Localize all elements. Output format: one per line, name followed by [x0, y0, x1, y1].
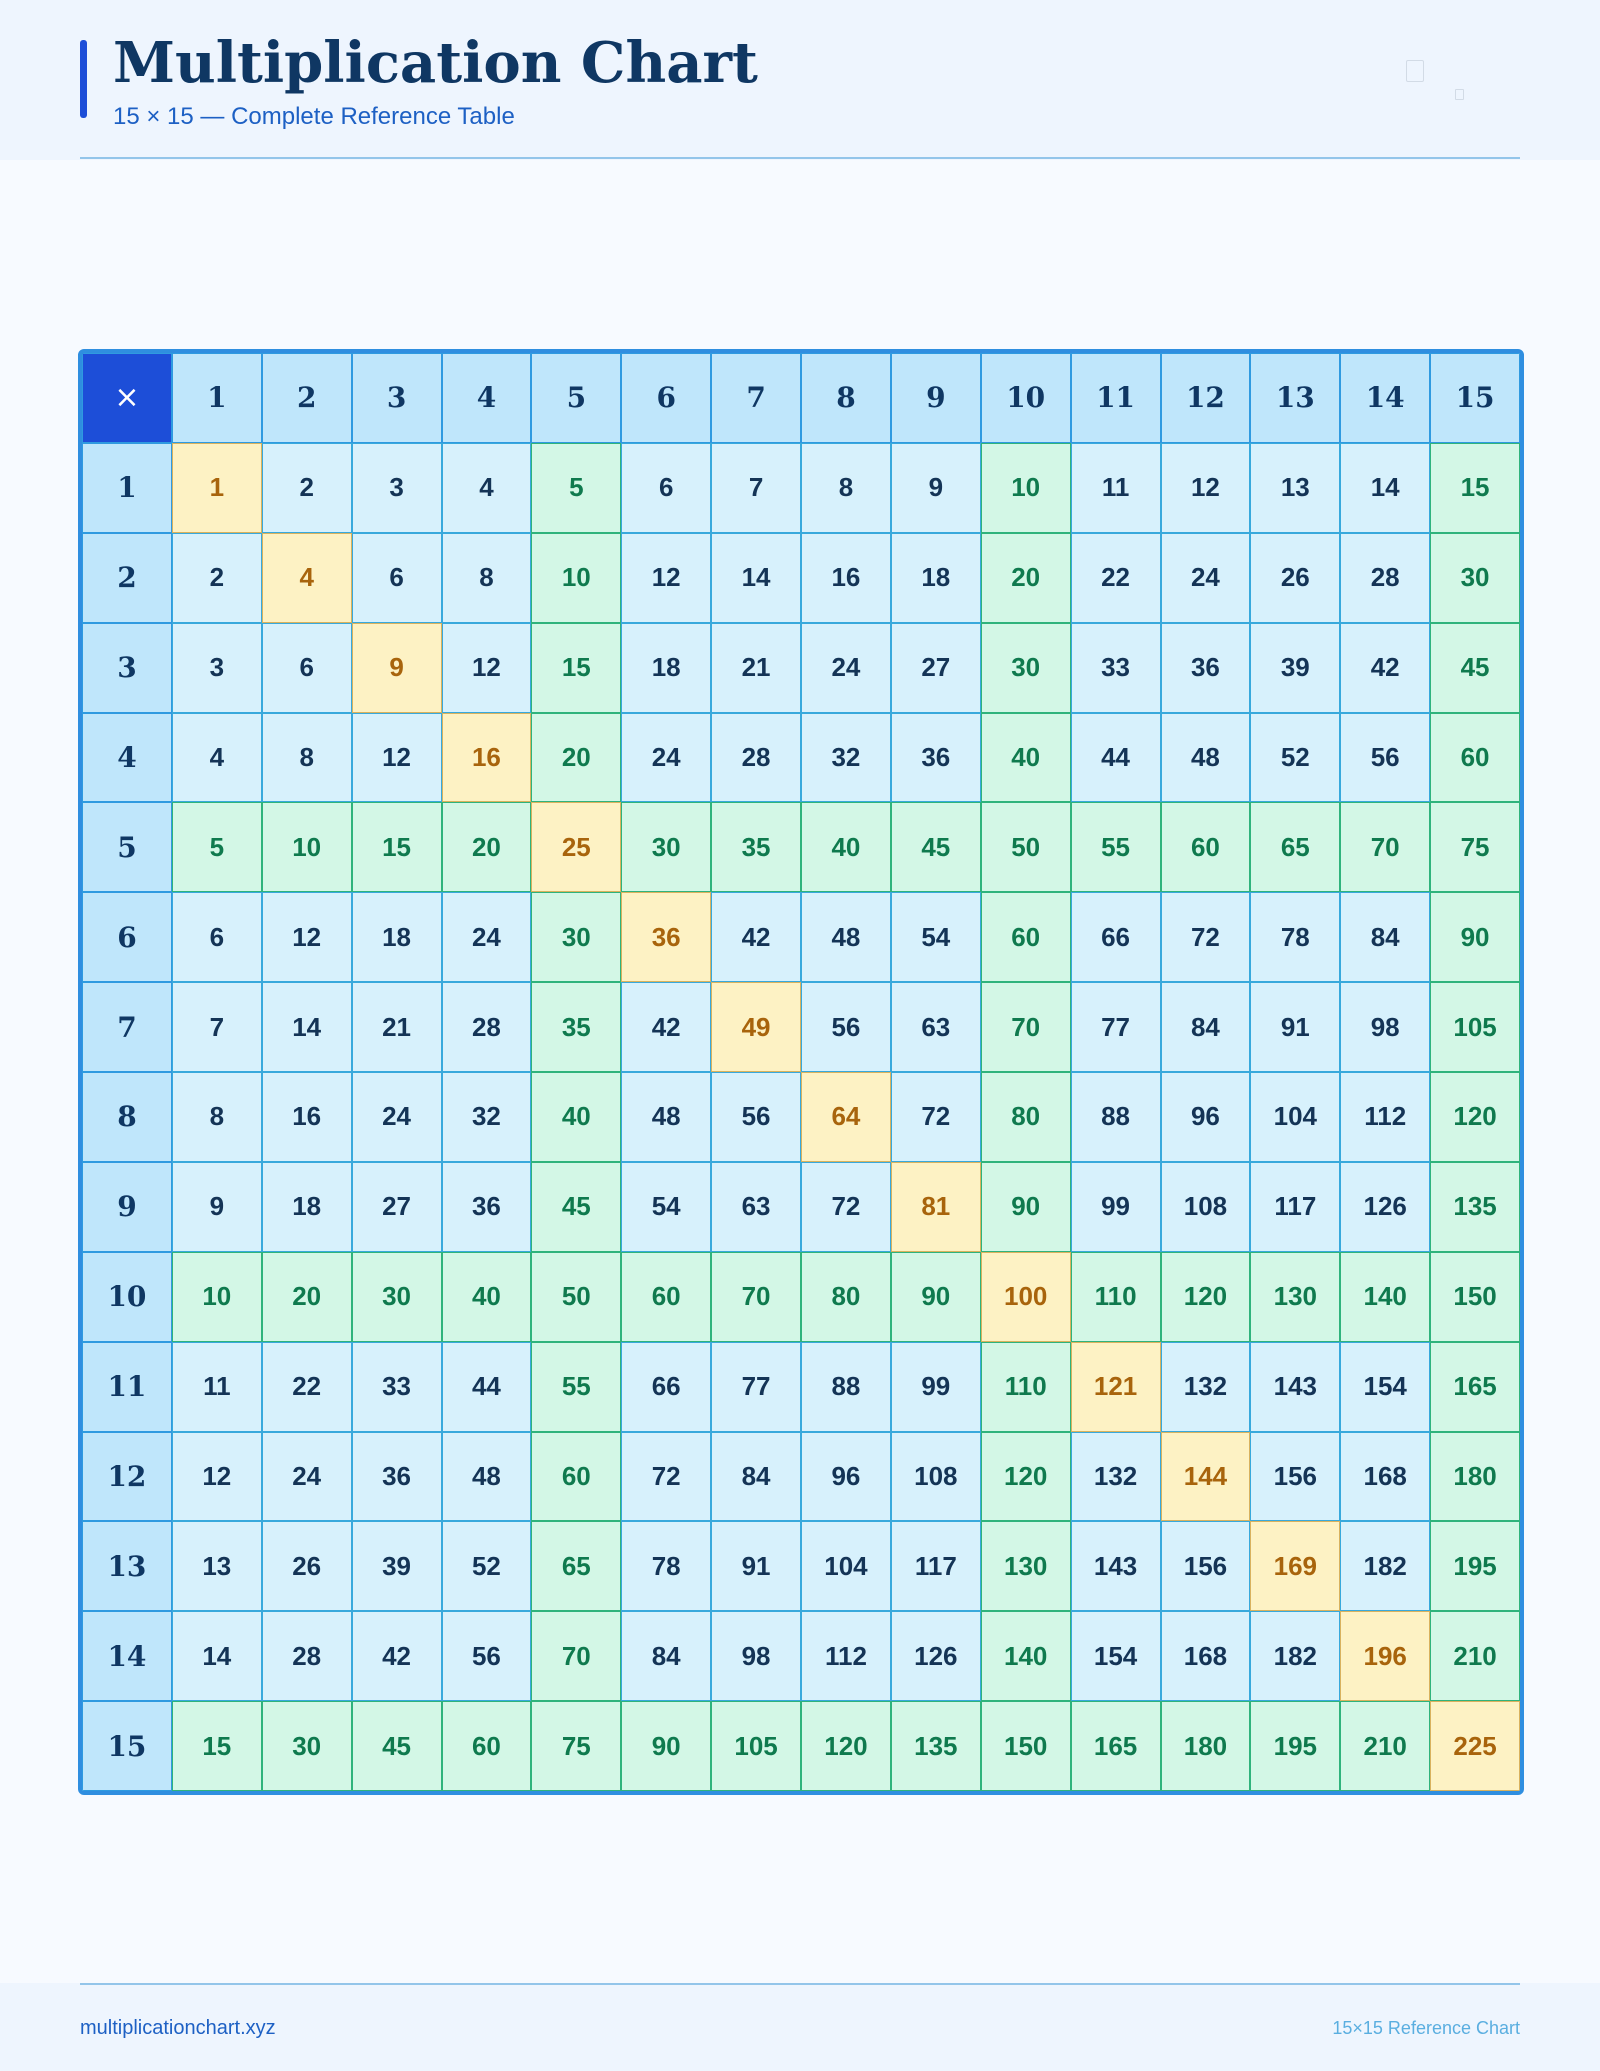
row-header: 7	[82, 982, 172, 1072]
page-subtitle: 15 × 15 — Complete Reference Table	[113, 103, 515, 130]
table-cell: 24	[801, 623, 891, 713]
table-cell: 11	[172, 1342, 262, 1432]
multiple-of-five-cell: 50	[981, 802, 1071, 892]
table-cell: 13	[172, 1521, 262, 1611]
multiple-of-five-cell: 45	[891, 802, 981, 892]
row-header: 8	[82, 1072, 172, 1162]
multiple-of-five-cell: 70	[981, 982, 1071, 1072]
multiple-of-five-cell: 5	[172, 802, 262, 892]
row-header: 10	[82, 1252, 172, 1342]
table-cell: 99	[1071, 1162, 1161, 1252]
table-cell: 21	[711, 623, 801, 713]
table-cell: 56	[801, 982, 891, 1072]
table-cell: 18	[891, 533, 981, 623]
multiple-of-five-cell: 70	[711, 1252, 801, 1342]
page-title: Multiplication Chart	[113, 30, 758, 96]
table-cell: 156	[1161, 1521, 1251, 1611]
table-cell: 96	[1161, 1072, 1251, 1162]
square-number-cell: 121	[1071, 1342, 1161, 1432]
multiple-of-five-cell: 140	[1340, 1252, 1430, 1342]
square-number-cell: 196	[1340, 1611, 1430, 1701]
multiple-of-five-cell: 110	[1071, 1252, 1161, 1342]
table-cell: 154	[1340, 1342, 1430, 1432]
table-cell: 28	[1340, 533, 1430, 623]
table-cell: 33	[352, 1342, 442, 1432]
table-cell: 4	[172, 713, 262, 803]
multiple-of-five-cell: 40	[442, 1252, 532, 1342]
table-cell: 39	[352, 1521, 442, 1611]
table-cell: 132	[1161, 1342, 1251, 1432]
table-cell: 154	[1071, 1611, 1161, 1701]
table-cell: 143	[1071, 1521, 1161, 1611]
table-cell: 52	[1250, 713, 1340, 803]
table-cell: 32	[442, 1072, 532, 1162]
table-cell: 22	[262, 1342, 352, 1432]
multiple-of-five-cell: 90	[1430, 892, 1520, 982]
column-header: 10	[981, 353, 1071, 443]
multiple-of-five-cell: 150	[1430, 1252, 1520, 1342]
column-header: 13	[1250, 353, 1340, 443]
header-divider	[80, 157, 1520, 159]
multiple-of-five-cell: 45	[531, 1162, 621, 1252]
table-cell: 84	[711, 1432, 801, 1522]
table-cell: 27	[352, 1162, 442, 1252]
multiple-of-five-cell: 30	[262, 1701, 352, 1791]
footer-divider	[80, 1983, 1520, 1985]
table-cell: 36	[1161, 623, 1251, 713]
title-accent-bar	[80, 40, 87, 118]
multiple-of-five-cell: 120	[981, 1432, 1071, 1522]
table-cell: 7	[172, 982, 262, 1072]
table-cell: 78	[1250, 892, 1340, 982]
multiple-of-five-cell: 120	[801, 1701, 891, 1791]
multiple-of-five-cell: 20	[442, 802, 532, 892]
table-cell: 112	[1340, 1072, 1430, 1162]
table-cell: 117	[891, 1521, 981, 1611]
table-cell: 84	[1161, 982, 1251, 1072]
multiple-of-five-cell: 15	[352, 802, 442, 892]
multiple-of-five-cell: 180	[1161, 1701, 1251, 1791]
multiple-of-five-cell: 10	[531, 533, 621, 623]
row-header: 15	[82, 1701, 172, 1791]
table-cell: 27	[891, 623, 981, 713]
multiple-of-five-cell: 210	[1430, 1611, 1520, 1701]
table-cell: 24	[352, 1072, 442, 1162]
table-cell: 26	[262, 1521, 352, 1611]
table-cell: 72	[891, 1072, 981, 1162]
multiple-of-five-cell: 150	[981, 1701, 1071, 1791]
row-header: 5	[82, 802, 172, 892]
table-cell: 77	[711, 1342, 801, 1432]
square-number-cell: 100	[981, 1252, 1071, 1342]
multiple-of-five-cell: 90	[891, 1252, 981, 1342]
table-cell: 54	[891, 892, 981, 982]
table-cell: 22	[1071, 533, 1161, 623]
multiple-of-five-cell: 130	[1250, 1252, 1340, 1342]
table-cell: 66	[1071, 892, 1161, 982]
row-header: 14	[82, 1611, 172, 1701]
multiple-of-five-cell: 75	[1430, 802, 1520, 892]
row-header: 2	[82, 533, 172, 623]
table-cell: 24	[1161, 533, 1251, 623]
footer-label: 15×15 Reference Chart	[1332, 2018, 1520, 2038]
multiple-of-five-cell: 30	[621, 802, 711, 892]
row-header: 1	[82, 443, 172, 533]
multiple-of-five-cell: 140	[981, 1611, 1071, 1701]
multiple-of-five-cell: 30	[531, 892, 621, 982]
table-cell: 3	[172, 623, 262, 713]
row-header: 11	[82, 1342, 172, 1432]
multiple-of-five-cell: 60	[1161, 802, 1251, 892]
multiple-of-five-cell: 55	[531, 1342, 621, 1432]
table-cell: 6	[621, 443, 711, 533]
multiple-of-five-cell: 10	[172, 1252, 262, 1342]
square-number-cell: 4	[262, 533, 352, 623]
square-number-cell: 16	[442, 713, 532, 803]
table-cell: 72	[801, 1162, 891, 1252]
multiple-of-five-cell: 165	[1071, 1701, 1161, 1791]
multiple-of-five-cell: 60	[621, 1252, 711, 1342]
multiple-of-five-cell: 15	[172, 1701, 262, 1791]
table-cell: 63	[891, 982, 981, 1072]
column-header: 5	[531, 353, 621, 443]
row-header: 6	[82, 892, 172, 982]
table-cell: 143	[1250, 1342, 1340, 1432]
multiple-of-five-cell: 105	[1430, 982, 1520, 1072]
square-number-cell: 25	[531, 802, 621, 892]
table-cell: 36	[442, 1162, 532, 1252]
multiple-of-five-cell: 70	[531, 1611, 621, 1701]
table-cell: 11	[1071, 443, 1161, 533]
multiple-of-five-cell: 70	[1340, 802, 1430, 892]
multiple-of-five-cell: 120	[1430, 1072, 1520, 1162]
multiple-of-five-cell: 80	[801, 1252, 891, 1342]
table-cell: 16	[262, 1072, 352, 1162]
table-cell: 6	[172, 892, 262, 982]
multiple-of-five-cell: 30	[981, 623, 1071, 713]
table-cell: 42	[711, 892, 801, 982]
table-cell: 84	[621, 1611, 711, 1701]
column-header: 11	[1071, 353, 1161, 443]
table-cell: 9	[891, 443, 981, 533]
square-number-cell: 36	[621, 892, 711, 982]
table-cell: 99	[891, 1342, 981, 1432]
multiple-of-five-cell: 120	[1161, 1252, 1251, 1342]
table-cell: 91	[1250, 982, 1340, 1072]
table-cell: 78	[621, 1521, 711, 1611]
table-cell: 24	[442, 892, 532, 982]
corner-times-cell: ×	[82, 353, 172, 443]
table-cell: 12	[172, 1432, 262, 1522]
multiple-of-five-cell: 40	[981, 713, 1071, 803]
square-number-cell: 9	[352, 623, 442, 713]
row-header: 13	[82, 1521, 172, 1611]
square-number-cell: 1	[172, 443, 262, 533]
column-header: 9	[891, 353, 981, 443]
table-cell: 98	[1340, 982, 1430, 1072]
table-cell: 72	[1161, 892, 1251, 982]
multiple-of-five-cell: 130	[981, 1521, 1071, 1611]
table-cell: 7	[711, 443, 801, 533]
multiple-of-five-cell: 165	[1430, 1342, 1520, 1432]
table-cell: 6	[262, 623, 352, 713]
column-header: 6	[621, 353, 711, 443]
table-cell: 18	[352, 892, 442, 982]
multiple-of-five-cell: 180	[1430, 1432, 1520, 1522]
column-header: 2	[262, 353, 352, 443]
table-cell: 63	[711, 1162, 801, 1252]
square-number-cell: 64	[801, 1072, 891, 1162]
multiple-of-five-cell: 80	[981, 1072, 1071, 1162]
row-header: 12	[82, 1432, 172, 1522]
multiple-of-five-cell: 40	[801, 802, 891, 892]
table-cell: 88	[801, 1342, 891, 1432]
table-cell: 126	[1340, 1162, 1430, 1252]
table-cell: 56	[1340, 713, 1430, 803]
table-cell: 168	[1340, 1432, 1430, 1522]
table-cell: 14	[262, 982, 352, 1072]
table-cell: 21	[352, 982, 442, 1072]
table-cell: 48	[1161, 713, 1251, 803]
multiple-of-five-cell: 45	[352, 1701, 442, 1791]
table-cell: 18	[262, 1162, 352, 1252]
multiple-of-five-cell: 20	[531, 713, 621, 803]
table-cell: 48	[801, 892, 891, 982]
multiple-of-five-cell: 35	[711, 802, 801, 892]
multiple-of-five-cell: 5	[531, 443, 621, 533]
table-cell: 126	[891, 1611, 981, 1701]
table-cell: 24	[262, 1432, 352, 1522]
table-cell: 13	[1250, 443, 1340, 533]
multiple-of-five-cell: 60	[442, 1701, 532, 1791]
table-cell: 112	[801, 1611, 891, 1701]
square-number-cell: 225	[1430, 1701, 1520, 1791]
table-cell: 42	[352, 1611, 442, 1701]
small-document-icon	[1455, 89, 1464, 100]
table-cell: 8	[262, 713, 352, 803]
table-cell: 28	[711, 713, 801, 803]
multiple-of-five-cell: 105	[711, 1701, 801, 1791]
table-cell: 2	[262, 443, 352, 533]
column-header: 3	[352, 353, 442, 443]
table-cell: 104	[1250, 1072, 1340, 1162]
column-header: 14	[1340, 353, 1430, 443]
table-cell: 104	[801, 1521, 891, 1611]
multiple-of-five-cell: 50	[531, 1252, 621, 1342]
row-header: 9	[82, 1162, 172, 1252]
multiple-of-five-cell: 110	[981, 1342, 1071, 1432]
table-cell: 14	[1340, 443, 1430, 533]
table-cell: 36	[352, 1432, 442, 1522]
table-cell: 16	[801, 533, 891, 623]
table-cell: 3	[352, 443, 442, 533]
multiple-of-five-cell: 210	[1340, 1701, 1430, 1791]
table-cell: 182	[1340, 1521, 1430, 1611]
table-cell: 132	[1071, 1432, 1161, 1522]
multiple-of-five-cell: 15	[1430, 443, 1520, 533]
table-cell: 14	[711, 533, 801, 623]
column-header: 1	[172, 353, 262, 443]
column-header: 8	[801, 353, 891, 443]
multiple-of-five-cell: 30	[352, 1252, 442, 1342]
table-cell: 56	[442, 1611, 532, 1701]
multiple-of-five-cell: 60	[531, 1432, 621, 1522]
table-cell: 4	[442, 443, 532, 533]
table-cell: 32	[801, 713, 891, 803]
table-cell: 84	[1340, 892, 1430, 982]
column-header: 7	[711, 353, 801, 443]
table-cell: 12	[262, 892, 352, 982]
multiple-of-five-cell: 55	[1071, 802, 1161, 892]
multiple-of-five-cell: 45	[1430, 623, 1520, 713]
table-cell: 44	[442, 1342, 532, 1432]
table-cell: 33	[1071, 623, 1161, 713]
table-cell: 56	[711, 1072, 801, 1162]
multiple-of-five-cell: 90	[981, 1162, 1071, 1252]
multiple-of-five-cell: 10	[262, 802, 352, 892]
column-header: 15	[1430, 353, 1520, 443]
table-cell: 98	[711, 1611, 801, 1701]
multiple-of-five-cell: 30	[1430, 533, 1520, 623]
table-cell: 72	[621, 1432, 711, 1522]
square-number-cell: 49	[711, 982, 801, 1072]
table-cell: 26	[1250, 533, 1340, 623]
table-cell: 18	[621, 623, 711, 713]
multiple-of-five-cell: 60	[981, 892, 1071, 982]
column-header: 4	[442, 353, 532, 443]
multiple-of-five-cell: 90	[621, 1701, 711, 1791]
table-cell: 91	[711, 1521, 801, 1611]
table-cell: 48	[621, 1072, 711, 1162]
table-cell: 8	[442, 533, 532, 623]
multiple-of-five-cell: 20	[981, 533, 1071, 623]
multiplication-table	[78, 349, 1524, 1795]
table-cell: 28	[262, 1611, 352, 1701]
table-cell: 108	[891, 1432, 981, 1522]
table-cell: 52	[442, 1521, 532, 1611]
table-cell: 12	[352, 713, 442, 803]
table-cell: 2	[172, 533, 262, 623]
multiple-of-five-cell: 195	[1430, 1521, 1520, 1611]
header	[0, 0, 1600, 160]
table-cell: 66	[621, 1342, 711, 1432]
multiple-of-five-cell: 65	[531, 1521, 621, 1611]
table-cell: 14	[172, 1611, 262, 1701]
multiple-of-five-cell: 20	[262, 1252, 352, 1342]
table-cell: 24	[621, 713, 711, 803]
row-header: 3	[82, 623, 172, 713]
table-cell: 168	[1161, 1611, 1251, 1701]
square-number-cell: 144	[1161, 1432, 1251, 1522]
multiple-of-five-cell: 195	[1250, 1701, 1340, 1791]
multiple-of-five-cell: 15	[531, 623, 621, 713]
table-cell: 28	[442, 982, 532, 1072]
table-cell: 96	[801, 1432, 891, 1522]
square-number-cell: 169	[1250, 1521, 1340, 1611]
table-cell: 88	[1071, 1072, 1161, 1162]
square-number-cell: 81	[891, 1162, 981, 1252]
column-header: 12	[1161, 353, 1251, 443]
table-cell: 39	[1250, 623, 1340, 713]
multiple-of-five-cell: 60	[1430, 713, 1520, 803]
table-cell: 36	[891, 713, 981, 803]
table-cell: 12	[621, 533, 711, 623]
multiple-of-five-cell: 10	[981, 443, 1071, 533]
table-cell: 42	[1340, 623, 1430, 713]
multiple-of-five-cell: 75	[531, 1701, 621, 1791]
table-cell: 182	[1250, 1611, 1340, 1701]
table-cell: 77	[1071, 982, 1161, 1072]
table-cell: 156	[1250, 1432, 1340, 1522]
row-header: 4	[82, 713, 172, 803]
multiple-of-five-cell: 135	[891, 1701, 981, 1791]
multiple-of-five-cell: 65	[1250, 802, 1340, 892]
multiple-of-five-cell: 35	[531, 982, 621, 1072]
table-cell: 6	[352, 533, 442, 623]
table-cell: 12	[442, 623, 532, 713]
footer-site-link[interactable]: multiplicationchart.xyz	[80, 2017, 276, 2039]
multiple-of-five-cell: 40	[531, 1072, 621, 1162]
document-icon	[1406, 60, 1424, 82]
table-cell: 8	[801, 443, 891, 533]
table-cell: 42	[621, 982, 711, 1072]
table-cell: 12	[1161, 443, 1251, 533]
table-cell: 54	[621, 1162, 711, 1252]
table-cell: 48	[442, 1432, 532, 1522]
table-cell: 108	[1161, 1162, 1251, 1252]
multiple-of-five-cell: 135	[1430, 1162, 1520, 1252]
table-cell: 8	[172, 1072, 262, 1162]
table-cell: 44	[1071, 713, 1161, 803]
table-cell: 117	[1250, 1162, 1340, 1252]
table-cell: 9	[172, 1162, 262, 1252]
